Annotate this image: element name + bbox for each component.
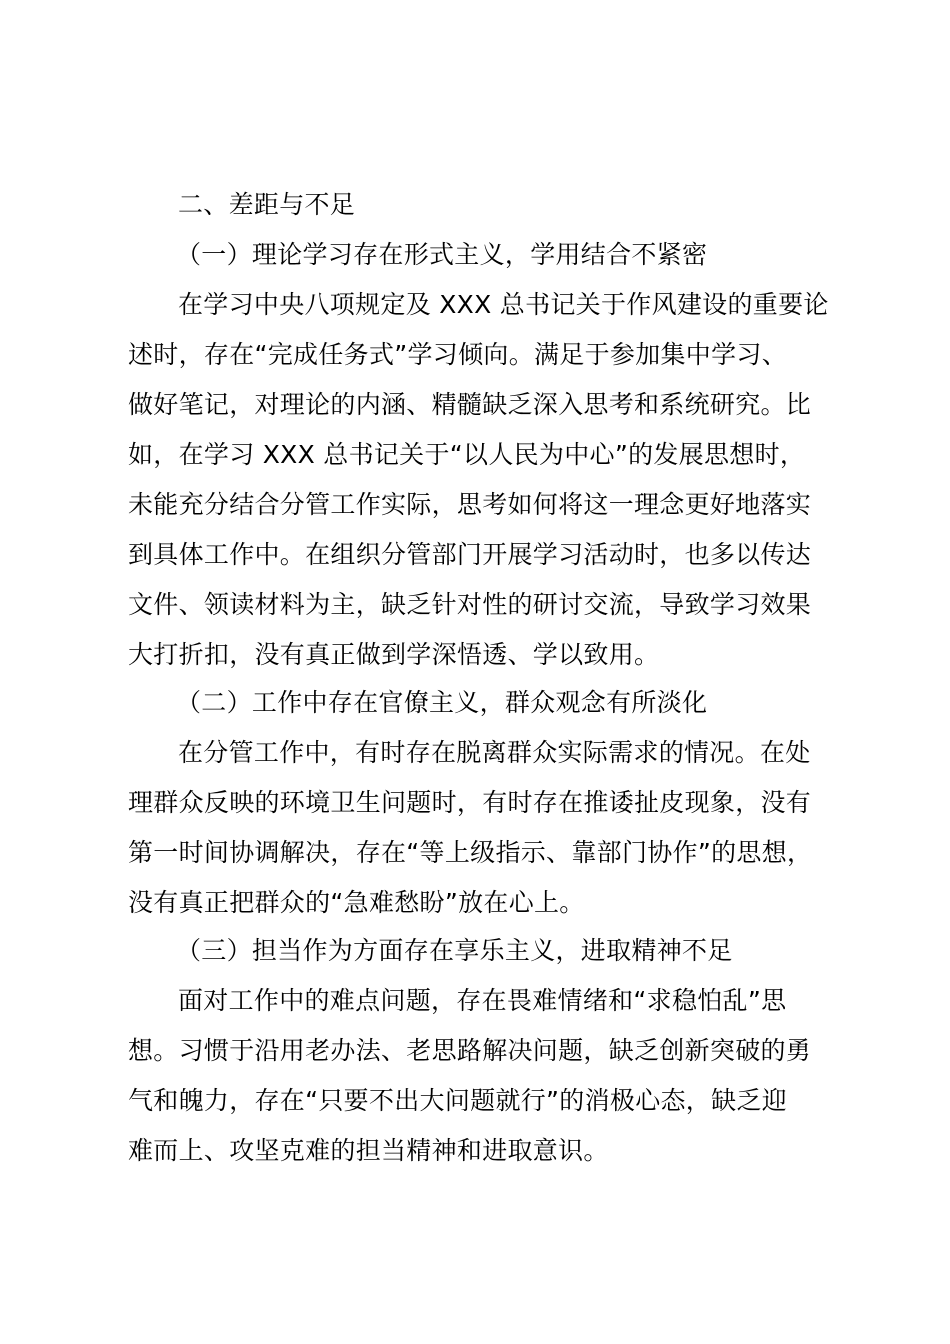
paragraph-2-line-4: 没有真正把群众的“急难愁盼”放在心上。 — [128, 888, 585, 917]
section-heading: 二、差距与不足 — [178, 190, 356, 219]
subsection-2-heading: （二）工作中存在官僚主义，群众观念有所淡化 — [176, 688, 708, 717]
paragraph-2-line-3: 第一时间协调解决，存在“等上级指示、靠部门协作”的思想， — [128, 838, 813, 867]
paragraph-2-line-1: 在分管工作中，有时存在脱离群众实际需求的情况。在处 — [178, 738, 811, 767]
paragraph-3-line-2: 想。习惯于沿用老办法、老思路解决问题，缺乏创新突破的勇 — [128, 1036, 812, 1065]
paragraph-1-line-5: 未能充分结合分管工作实际，思考如何将这一理念更好地落实 — [128, 490, 812, 519]
paragraph-1-line-7: 文件、领读材料为主，缺乏针对性的研讨交流，导致学习效果 — [128, 590, 812, 619]
paragraph-1-line-3: 做好笔记，对理论的内涵、精髓缺乏深入思考和系统研究。比 — [128, 390, 812, 419]
paragraph-1-line-8: 大打折扣，没有真正做到学深悟透、学以致用。 — [128, 640, 660, 669]
paragraph-1-line-4: 如，在学习 XXX 总书记关于“以人民为中心”的发展思想时， — [128, 440, 806, 469]
paragraph-1-line-6: 到具体工作中。在组织分管部门开展学习活动时，也多以传达 — [128, 540, 812, 569]
subsection-1-heading: （一）理论学习存在形式主义，学用结合不紧密 — [176, 240, 708, 269]
subsection-3-heading: （三）担当作为方面存在享乐主义，进取精神不足 — [176, 936, 733, 965]
paragraph-1-line-2: 述时，存在“完成任务式”学习倾向。满足于参加集中学习、 — [128, 340, 788, 369]
paragraph-3-line-1: 面对工作中的难点问题，存在畏难情绪和“求稳怕乱”思 — [178, 986, 787, 1015]
paragraph-2-line-2: 理群众反映的环境卫生问题时，有时存在推诿扯皮现象，没有 — [128, 788, 812, 817]
paragraph-3-line-3: 气和魄力，存在“只要不出大问题就行”的消极心态，缺乏迎 — [128, 1086, 788, 1115]
paragraph-3-line-4: 难而上、攻坚克难的担当精神和进取意识。 — [128, 1136, 609, 1165]
paragraph-1-line-1: 在学习中央八项规定及 XXX 总书记关于作风建设的重要论 — [178, 290, 829, 319]
